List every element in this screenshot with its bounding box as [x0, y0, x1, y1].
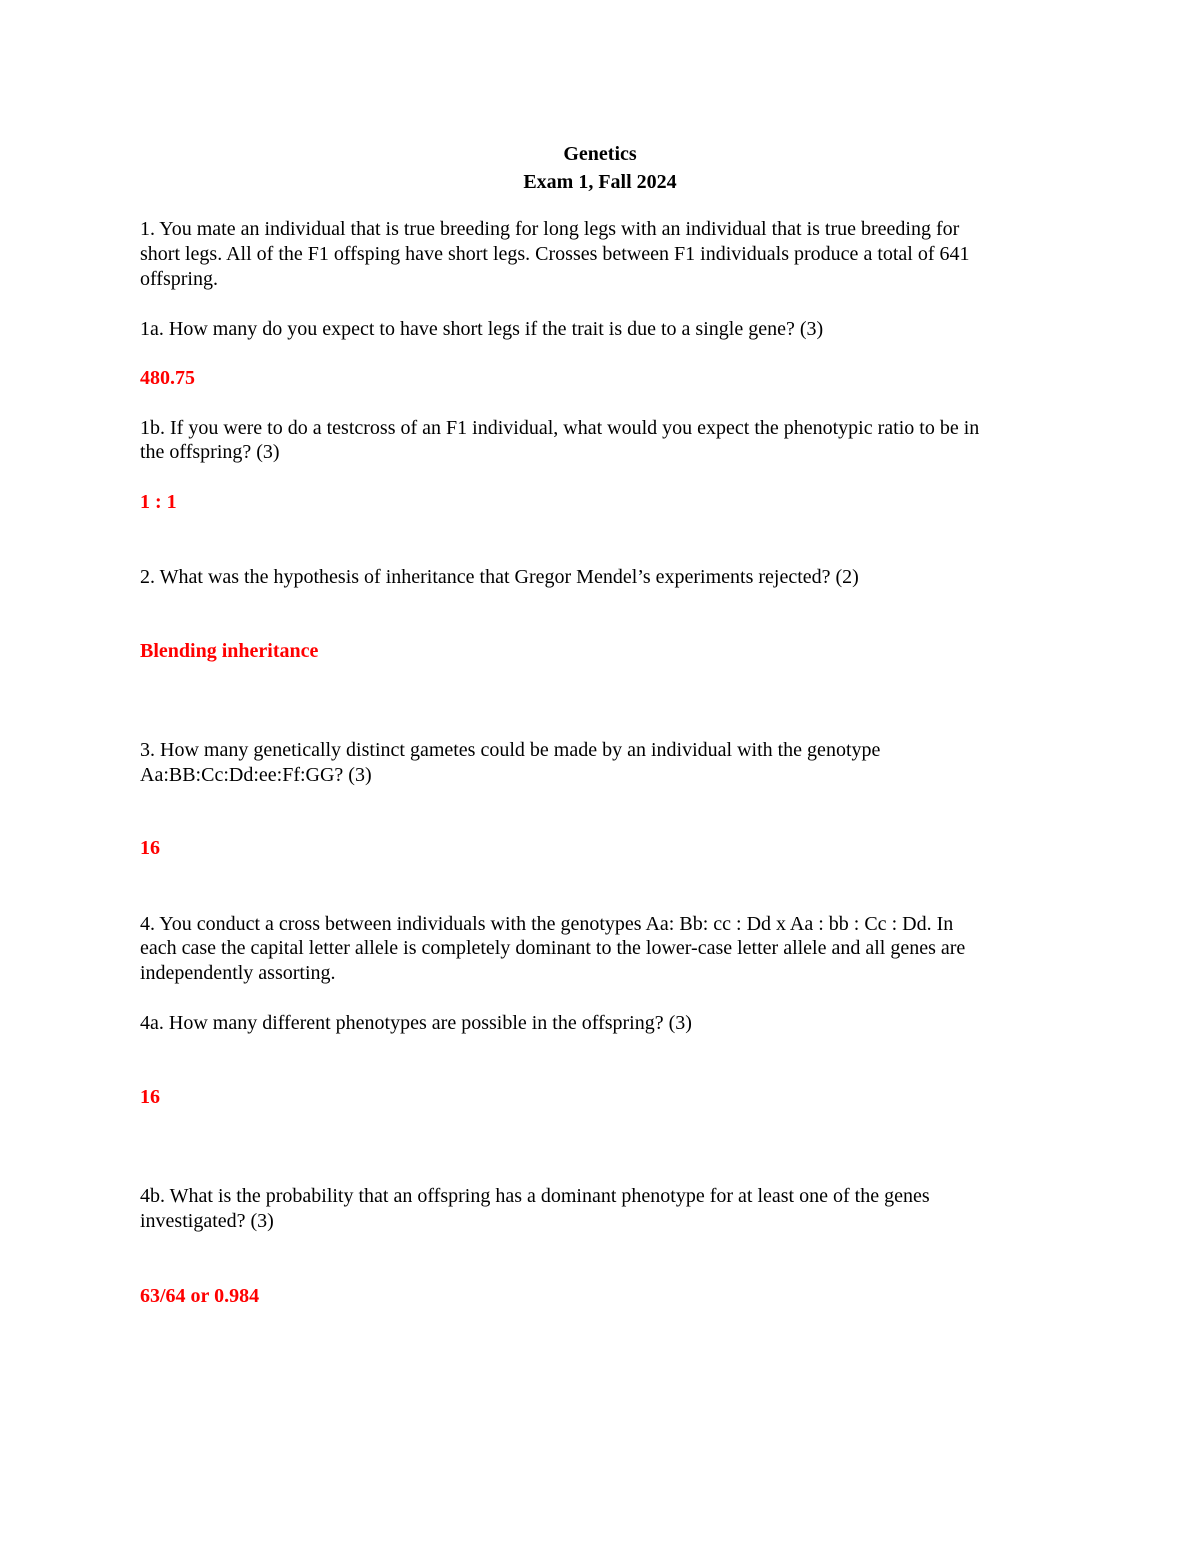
question-1b-line-1: 1b. If you were to do a testcross of an F1 individual, what would you expect the phenotypic ratio to be in [140, 417, 980, 439]
question-4-line-1: 4. You conduct a cross between individuals with the genotypes Aa: Bb: cc : Dd x Aa : bb : Cc : Dd. In [140, 913, 954, 935]
question-1-line-2: short legs. All of the F1 offsping have short legs. Crosses between F1 individuals produce a total of 641 [140, 243, 970, 265]
answer-4a: 16 [140, 1086, 160, 1108]
question-4-line-3: independently assorting. [140, 962, 336, 984]
question-1a: 1a. How many do you expect to have short legs if the trait is due to a single gene? (3) [140, 318, 824, 340]
document-subtitle: Exam 1, Fall 2024 [523, 171, 677, 193]
answer-1b: 1 : 1 [140, 491, 177, 513]
answer-4b: 63/64 or 0.984 [140, 1285, 260, 1307]
question-2: 2. What was the hypothesis of inheritance that Gregor Mendel’s experiments rejected? (2) [140, 566, 859, 588]
question-1-line-1: 1. You mate an individual that is true breeding for long legs with an individual that is true breeding for [140, 218, 960, 240]
question-4-line-2: each case the capital letter allele is completely dominant to the lower-case letter allele and all genes are [140, 937, 966, 959]
answer-1a: 480.75 [140, 367, 195, 389]
question-3-line-1: 3. How many genetically distinct gametes could be made by an individual with the genotype [140, 739, 881, 761]
question-4a: 4a. How many different phenotypes are possible in the offspring? (3) [140, 1012, 692, 1034]
question-4b-line-1: 4b. What is the probability that an offspring has a dominant phenotype for at least one of the genes [140, 1185, 930, 1207]
answer-3: 16 [140, 837, 160, 859]
document-title: Genetics [563, 143, 637, 165]
question-1b-line-2: the offspring? (3) [140, 441, 280, 463]
question-3-line-2: Aa:BB:Cc:Dd:ee:Ff:GG? (3) [140, 764, 372, 786]
answer-2: Blending inheritance [140, 640, 319, 662]
question-1-line-3: offspring. [140, 268, 218, 290]
question-4b-line-2: investigated? (3) [140, 1210, 274, 1232]
